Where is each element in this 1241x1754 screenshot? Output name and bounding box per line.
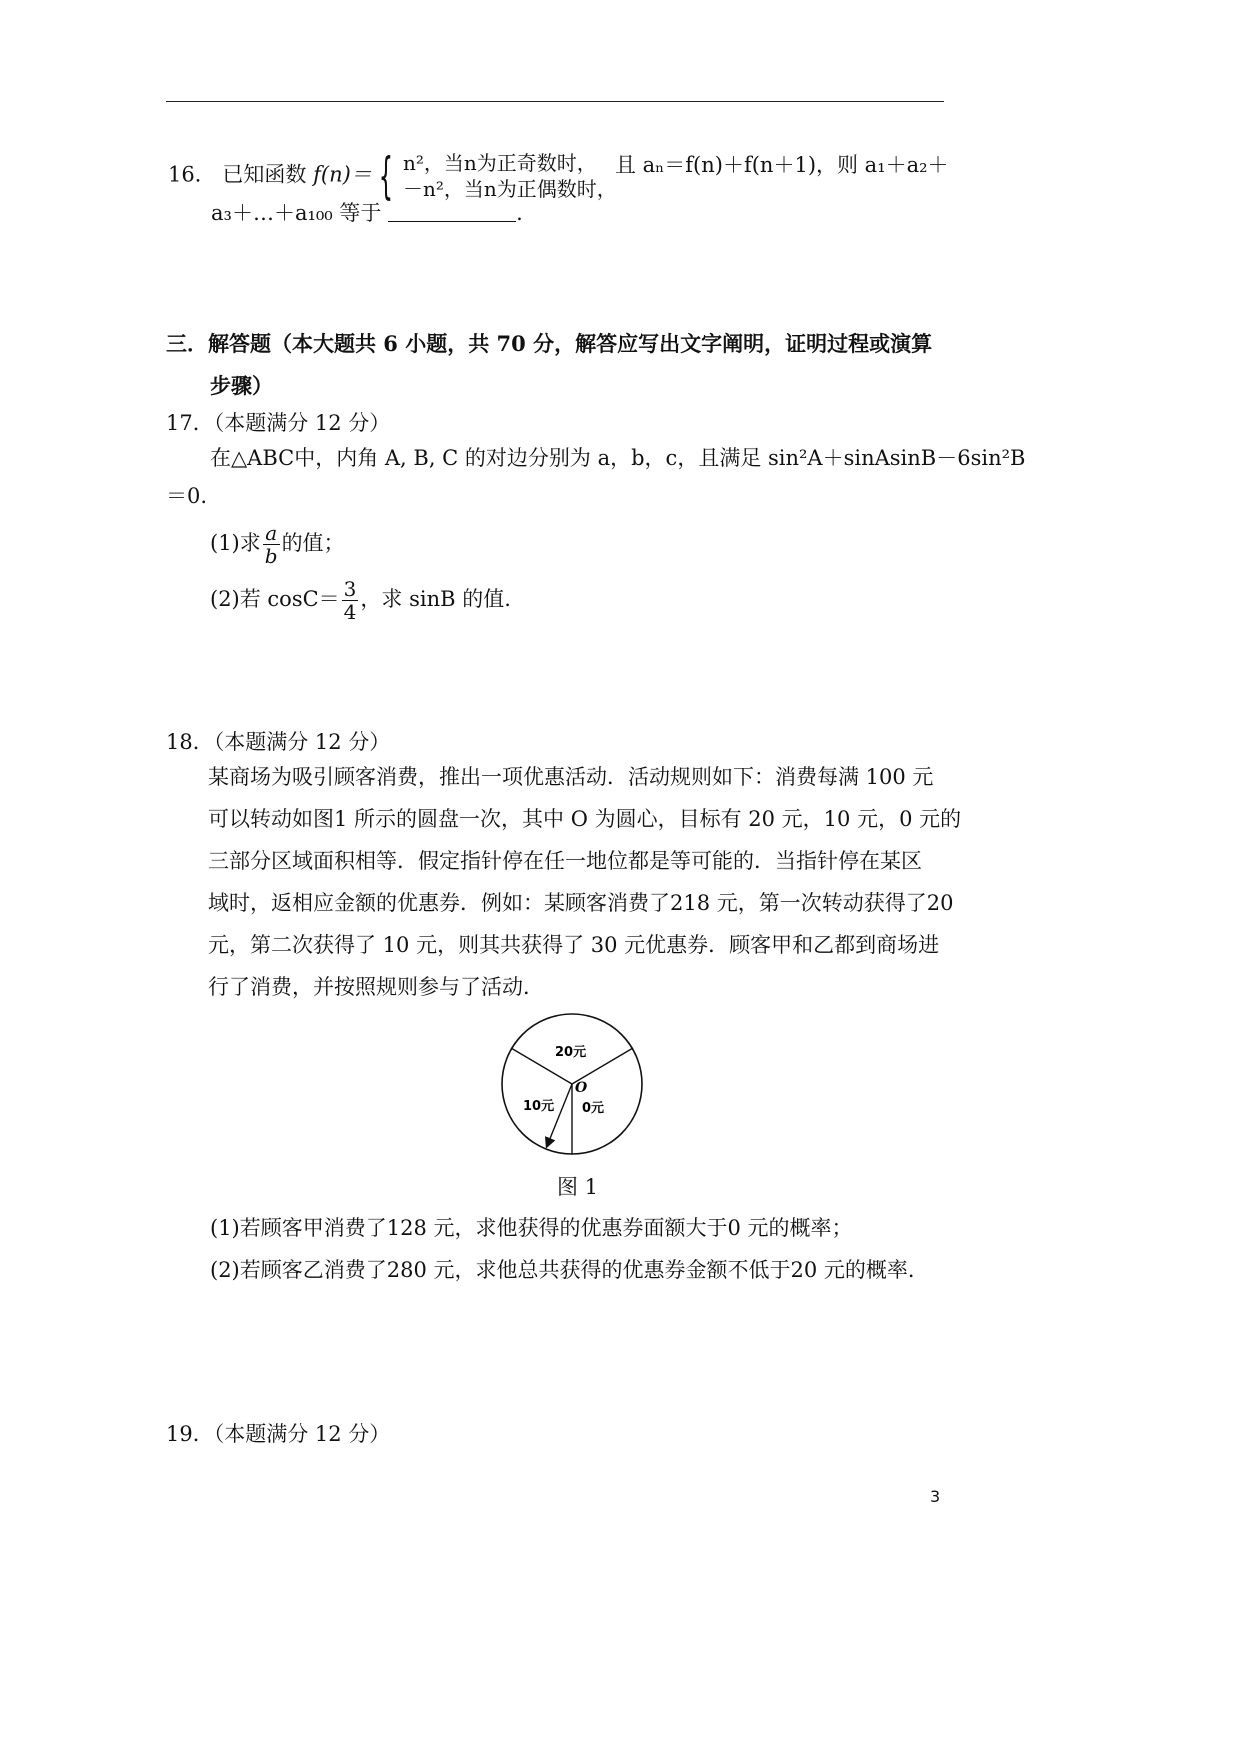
q17-part2-post: ，求 sinB 的值.	[360, 587, 511, 611]
q16-case1: n²，当n为正奇数时，	[402, 151, 597, 175]
q17-frac2-den: 4	[343, 600, 357, 624]
section3-title-cont: 步骤）	[210, 373, 273, 398]
q17-frac-num: a	[263, 522, 280, 545]
q16-answer-blank	[388, 201, 516, 222]
q17-part2-pre: (2)若 cosC＝	[210, 587, 340, 611]
q17-part1-post: 的值；	[281, 531, 345, 555]
q17-number: 17．（本题满分 12 分）	[166, 411, 391, 435]
q18-line-4: 元，第二次获得了 10 元，则其共获得了 30 元优惠券．顾客甲和乙都到商场进	[208, 933, 940, 957]
q17-frac2-num: 3	[343, 577, 357, 601]
q17-line1: 在△ABC中，内角 A, B, C 的对边分别为 a，b，c，且满足 sin²A＋sinAsinB－6sin²B	[210, 446, 1026, 470]
spinner-pointer-arrow	[547, 1084, 572, 1146]
q16-function: f(n)＝	[313, 162, 372, 187]
q18-line-5: 行了消费，并按照规则参与了活动．	[208, 975, 544, 999]
section3-title: 三．解答题（本大题共 6 小题，共 70 分，解答应写出文字阐明，证明过程或演算	[166, 331, 933, 356]
q17-part2	[210, 578, 511, 623]
spinner-label-10: 10元	[523, 1099, 555, 1114]
q19-number: 19．（本题满分 12 分）	[166, 1422, 391, 1446]
q18-part1: (1)若顾客甲消费了128 元，求他获得的优惠券面额大于0 元的概率；	[210, 1216, 853, 1240]
header-rule	[166, 101, 944, 102]
q16-line2	[211, 198, 523, 228]
q16-case2: －n²，当n为正偶数时，	[402, 177, 617, 201]
q17-frac-den: b	[264, 544, 278, 568]
q16-lead: 已知函数	[222, 162, 307, 187]
spinner-figure	[495, 1010, 655, 1168]
q18-line-3: 域时，返相应金额的优惠券．例如：某顾客消费了218 元，第一次转动获得了20	[208, 891, 954, 915]
q16-end: .	[516, 201, 523, 225]
q18-line-2: 三部分区域面积相等．假定指针停在任一地位都是等可能的．当指针停在某区	[208, 849, 922, 873]
q17-part1-pre: (1)求	[210, 531, 261, 555]
q18-line-0: 某商场为吸引顾客消费，推出一项优惠活动．活动规则如下：消费每满 100 元	[208, 765, 934, 789]
q16-line1	[168, 147, 617, 205]
q16-cases	[403, 150, 617, 202]
q18-number: 18．（本题满分 12 分）	[166, 730, 391, 754]
q17-fraction-a-b	[263, 522, 280, 567]
page-number: 3	[930, 1487, 941, 1506]
q18-part2: (2)若顾客乙消费了280 元，求他总共获得的优惠券金额不低于20 元的概率．	[210, 1258, 929, 1282]
spinner-label-0: 0元	[582, 1101, 605, 1116]
q17-line2: ＝0.	[166, 484, 208, 508]
q16-brace: {	[379, 147, 394, 205]
q17-part1	[210, 522, 345, 567]
q18-line-1: 可以转动如图1 所示的圆盘一次，其中 O 为圆心，目标有 20 元，10 元，0 元的	[208, 807, 962, 831]
spinner-label-20: 20元	[555, 1045, 587, 1060]
q16-condition: 且 aₙ＝f(n)＋f(n＋1)，则 a₁＋a₂＋	[615, 153, 949, 177]
q16-number: 16．	[168, 162, 216, 187]
q17-fraction-3-4	[342, 578, 359, 623]
figure-caption: 图 1	[557, 1175, 599, 1199]
spinner-label-center: O	[575, 1080, 588, 1096]
q16-sum: a₃＋…＋a₁₀₀ 等于	[211, 201, 382, 225]
